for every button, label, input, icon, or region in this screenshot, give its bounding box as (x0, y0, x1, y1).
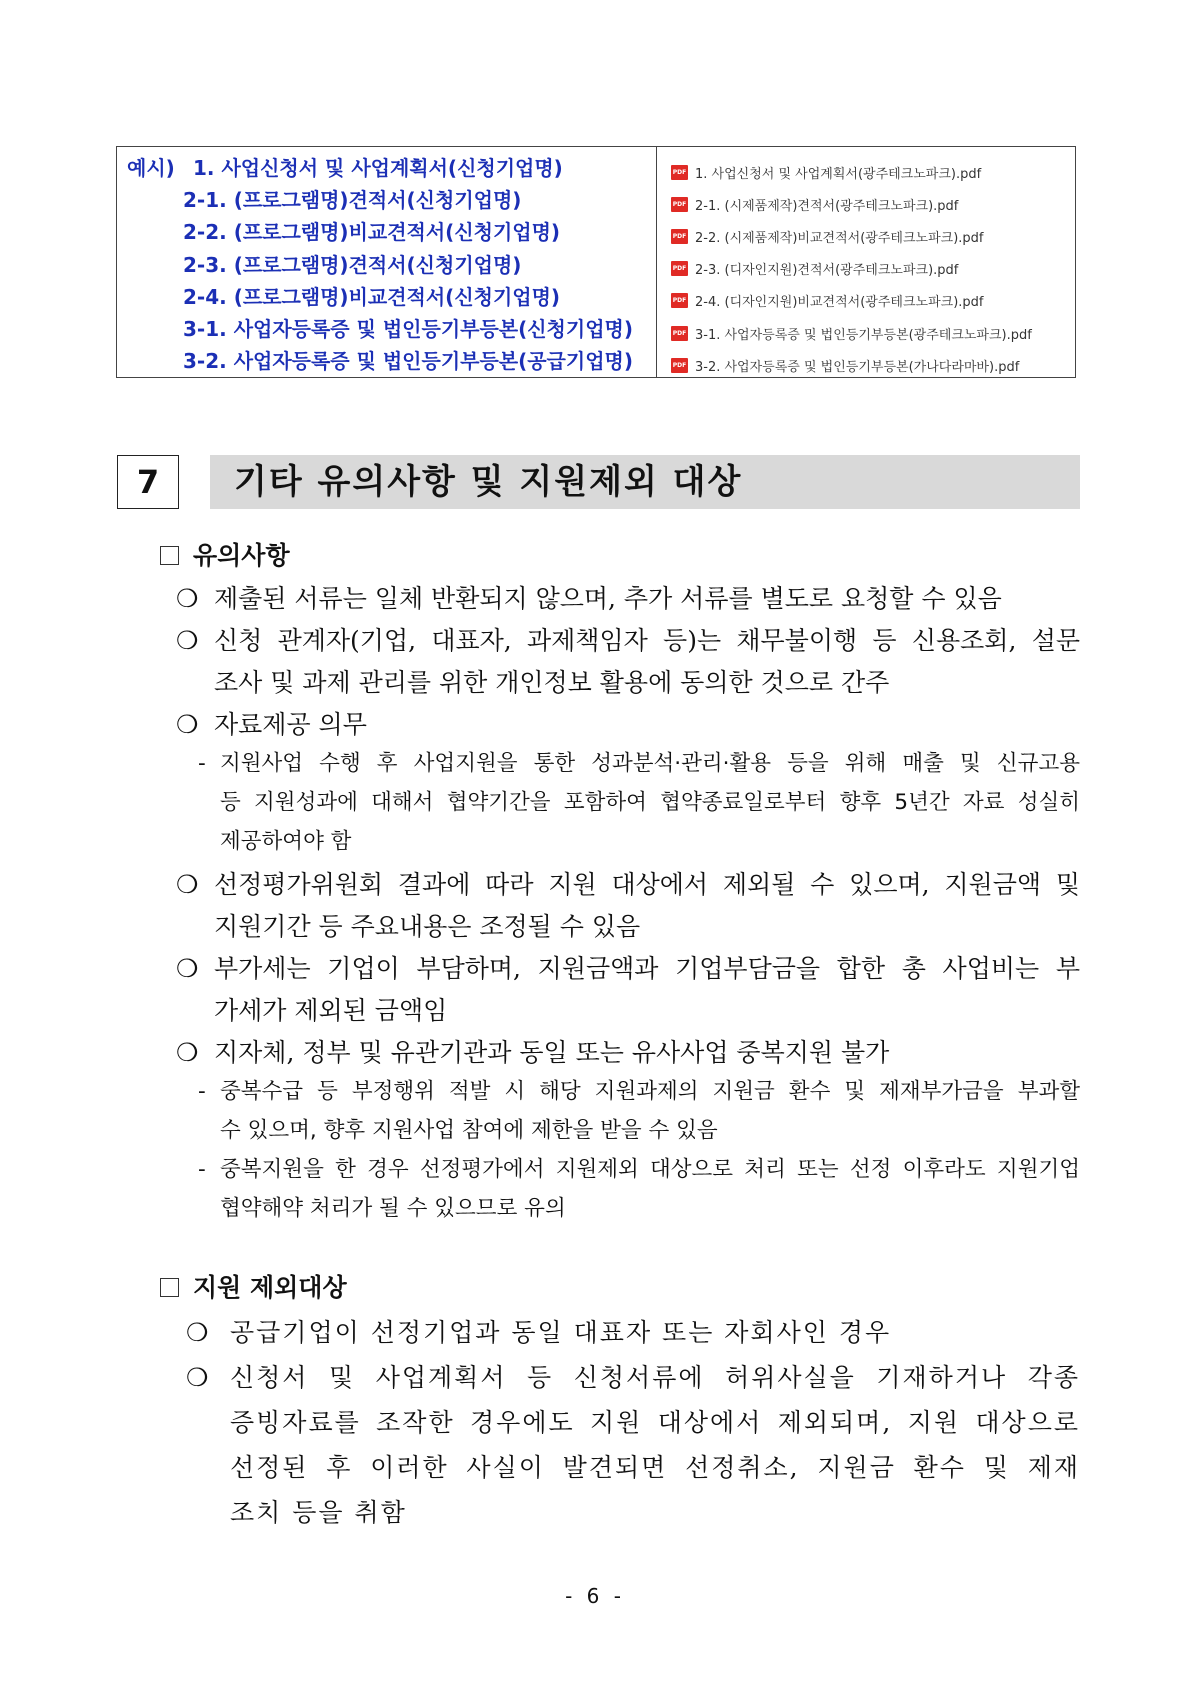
note-dash-item: - 중복지원을 한 경우 선정평가에서 지원제외 대상으로 처리 또는 선정 이후라도 지원기업 (198, 1150, 1080, 1189)
section-title: 기타 유의사항 및 지원제외 대상 (210, 455, 1080, 509)
file-row (657, 188, 1075, 220)
pdf-icon: PDF (671, 261, 688, 276)
circle-bullet-icon: ❍ (176, 954, 199, 983)
note-bullet: ❍ 선정평가위원회 결과에 따라 지원 대상에서 제외될 수 있으며, 지원금액 및 (176, 864, 1080, 906)
note-dash-continuation: 수 있으며, 향후 지원사업 참여에 제한을 받을 수 있음 (220, 1118, 718, 1143)
note-dash-item: - 중복수급 등 부정행위 적발 시 해당 지원과제의 지원금 환수 및 제재부가금을 부과할 (198, 1072, 1080, 1111)
file-row (657, 317, 1075, 349)
exclusion-bullet: ❍ 공급기업이 선정기업과 동일 대표자 또는 자회사인 경우 (186, 1310, 1080, 1355)
example-item: 2-1. (프로그램명)견적서(신청기업명) (183, 188, 522, 213)
file-name: 2-1. (시제품제작)견적서(광주테크노파크).pdf (695, 198, 959, 214)
dash-mark: - (198, 751, 206, 776)
file-name: 2-3. (디자인지원)견적서(광주테크노파크).pdf (695, 263, 959, 279)
circle-bullet-icon: ❍ (186, 1318, 211, 1347)
dash-mark: - (198, 1079, 206, 1104)
example-prefix: 예시) (127, 156, 175, 180)
note-bullet-continuation: 지원기간 등 주요내용은 조정될 수 있음 (214, 912, 641, 941)
circle-bullet-icon: ❍ (176, 584, 199, 613)
note-bullet: ❍ 지자체, 정부 및 유관기관과 동일 또는 유사사업 중복지원 불가 (176, 1032, 1080, 1074)
file-name: 3-2. 사업자등록증 및 법인등기부등본(가나다라마바).pdf (695, 359, 1020, 375)
exclusion-heading: 지원 제외대상 (160, 1268, 347, 1304)
file-name: 1. 사업신청서 및 사업계획서(광주테크노파크).pdf (695, 166, 982, 182)
file-row (657, 156, 1075, 188)
circle-bullet-icon: ❍ (176, 1038, 199, 1067)
example-item: 2-3. (프로그램명)견적서(신청기업명) (183, 252, 522, 277)
example-document-list (117, 147, 657, 377)
note-bullet: ❍ 자료제공 의무 (176, 704, 1080, 746)
example-item: 2-4. (프로그램명)비교견적서(신청기업명) (183, 284, 561, 309)
exclusion-bullet-continuation: 조치 등을 취함 (230, 1498, 407, 1527)
circle-bullet-icon: ❍ (176, 870, 199, 899)
file-name: 2-2. (시제품제작)비교견적서(광주테크노파크).pdf (695, 230, 984, 246)
file-row (657, 253, 1075, 285)
example-item: 3-2. 사업자등록증 및 법인등기부등본(공급기업명) (183, 349, 633, 374)
example-table (116, 146, 1076, 378)
file-row (657, 285, 1075, 317)
pdf-icon: PDF (671, 229, 688, 244)
note-bullet: ❍ 제출된 서류는 일체 반환되지 않으며, 추가 서류를 별도로 요청할 수 있음 (176, 578, 1080, 620)
note-bullet: ❍ 부가세는 기업이 부담하며, 지원금액과 기업부담금을 합한 총 사업비는 부 (176, 948, 1080, 990)
note-dash-continuation: 제공하여야 함 (220, 829, 352, 854)
checkbox-square-icon (160, 1278, 179, 1297)
pdf-icon: PDF (671, 293, 688, 308)
page-number: - 6 - (565, 1584, 625, 1608)
note-dash-item: - 지원사업 수행 후 사업지원을 통한 성과분석·관리·활용 등을 위해 매출 및 신규고용 (198, 744, 1080, 783)
exclusion-bullet: ❍ 신청서 및 사업계획서 등 신청서류에 허위사실을 기재하거나 각종 (186, 1355, 1080, 1400)
pdf-icon: PDF (671, 326, 688, 341)
section-number: 7 (117, 455, 179, 509)
note-bullet-continuation: 가세가 제외된 금액임 (214, 996, 448, 1025)
dash-mark: - (198, 1157, 206, 1182)
example-item: 예시) 1. 사업신청서 및 사업계획서(신청기업명) (117, 152, 656, 184)
exclusion-bullet-continuation: 증빙자료를 조작한 경우에도 지원 대상에서 제외되며, 지원 대상으로 (230, 1408, 1080, 1437)
note-bullet-continuation: 조사 및 과제 관리를 위한 개인정보 활용에 동의한 것으로 간주 (214, 668, 890, 697)
pdf-icon: PDF (671, 165, 688, 180)
notes-heading: 유의사항 (160, 536, 290, 572)
circle-bullet-icon: ❍ (176, 710, 199, 739)
example-file-list (657, 147, 1075, 377)
note-dash-continuation: 등 지원성과에 대해서 협약기간을 포함하여 협약종료일로부터 향후 5년간 자료 성실히 (220, 790, 1080, 815)
pdf-icon: PDF (671, 197, 688, 212)
file-name: 2-4. (디자인지원)비교견적서(광주테크노파크).pdf (695, 295, 984, 311)
circle-bullet-icon: ❍ (176, 626, 199, 655)
note-bullet: ❍ 신청 관계자(기업, 대표자, 과제책임자 등)는 채무불이행 등 신용조회, 설문 (176, 620, 1080, 662)
example-item: 2-2. (프로그램명)비교견적서(신청기업명) (183, 220, 561, 245)
note-dash-continuation: 협약해약 처리가 될 수 있으므로 유의 (220, 1196, 566, 1221)
file-row (657, 220, 1075, 252)
file-name: 3-1. 사업자등록증 및 법인등기부등본(광주테크노파크).pdf (695, 327, 1032, 343)
file-row (657, 349, 1075, 381)
example-item: 3-1. 사업자등록증 및 법인등기부등본(신청기업명) (183, 316, 633, 341)
checkbox-square-icon (160, 546, 179, 565)
circle-bullet-icon: ❍ (186, 1363, 211, 1392)
pdf-icon: PDF (671, 358, 688, 373)
exclusion-bullet-continuation: 선정된 후 이러한 사실이 발견되면 선정취소, 지원금 환수 및 제재 (230, 1453, 1080, 1482)
